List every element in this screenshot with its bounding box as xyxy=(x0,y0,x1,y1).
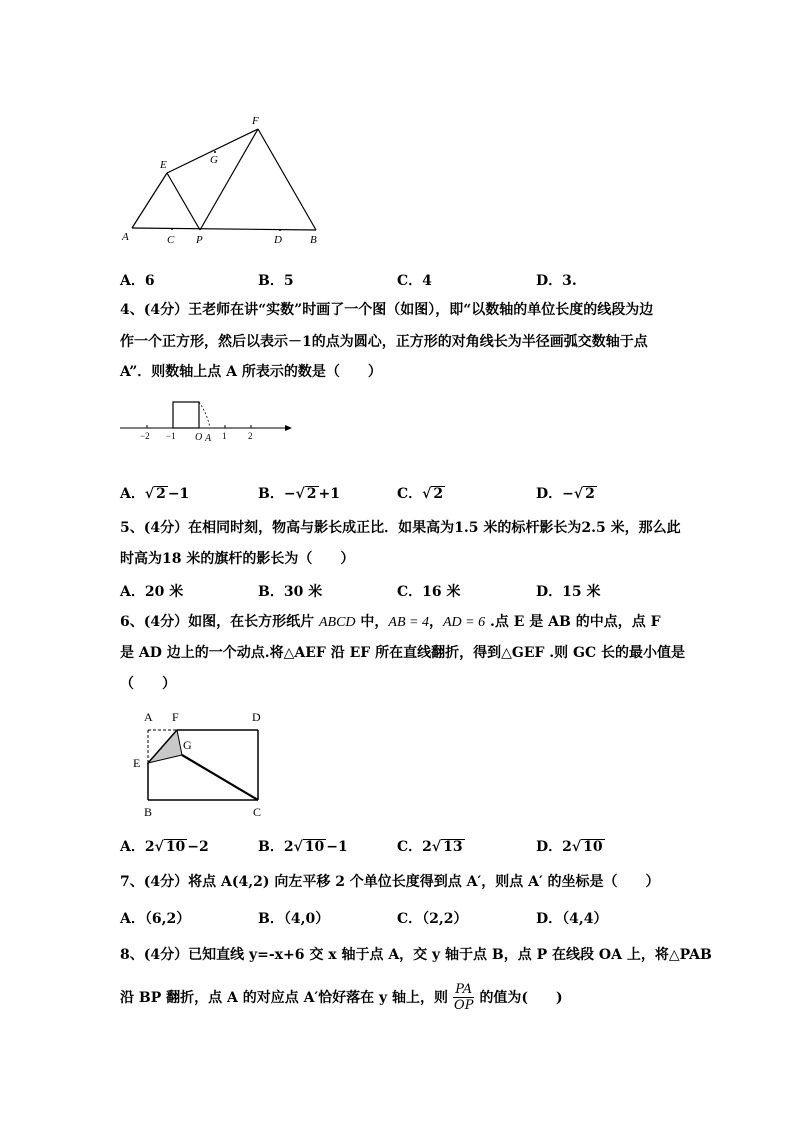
q4-line-2: 作一个正方形，然后以表示－1的点为圆心，正方形的对角线长为半径画弧交数轴于点 xyxy=(120,334,648,350)
axis-label-neg1: −1 xyxy=(166,431,176,441)
fig6-label-C: C xyxy=(253,805,262,819)
q7-option-d[interactable]: D．（4,4） xyxy=(536,911,608,927)
q7-option-c[interactable]: C．（2,2） xyxy=(397,911,468,927)
q7-option-a[interactable]: A．（6,2） xyxy=(120,911,191,927)
axis-label-O: O xyxy=(195,432,203,443)
label-C: C xyxy=(167,234,175,246)
q6-option-c[interactable]: C．2√ 13 xyxy=(397,839,463,855)
q7-line: 7、(4分）将点 A(4,2) 向左平移 2 个单位长度得到点 A′，则点 A′ 的坐标是（ ） xyxy=(120,874,660,890)
label-D: D xyxy=(274,234,282,246)
q4-option-d[interactable]: D．−√ 2 xyxy=(536,486,595,502)
q5-option-a[interactable]: A．20 米 xyxy=(120,584,184,600)
q5-option-b[interactable]: B．30 米 xyxy=(258,584,323,600)
fig6-label-E: E xyxy=(133,756,141,770)
label-G: G xyxy=(210,154,218,166)
q8-line-1: 8、(4分）已知直线 y=-x+6 交 x 轴于点 A，交 y 轴于点 B，点 P 在线段 OA 上，将△PAB xyxy=(120,947,712,963)
q3-option-d[interactable]: D．3. xyxy=(536,273,577,289)
q6-option-a[interactable]: A．2√ 10 −2 xyxy=(120,839,209,855)
label-P: P xyxy=(196,234,203,246)
q5-option-d[interactable]: D．15 米 xyxy=(536,584,601,600)
label-B: B xyxy=(310,234,317,246)
fig6-label-A: A xyxy=(144,710,153,724)
triangle-figure xyxy=(110,110,330,250)
q5-line-1: 5、(4分）在相同时刻，物高与影长成正比．如果高为1.5 米的标杆影长为2.5 米，那么此 xyxy=(120,520,681,536)
label-F: F xyxy=(252,115,259,127)
label-E: E xyxy=(160,159,167,171)
number-line-figure xyxy=(115,395,295,445)
axis-label-neg2: −2 xyxy=(140,431,150,441)
q6-line-2: 是 AD 边上的一个动点.将△AEF 沿 EF 所在直线翻折，得到△GEF .则 GC 长的最小值是 xyxy=(120,645,686,661)
q4-line-3: A”．则数轴上点 A 所表示的数是（ ） xyxy=(120,364,382,380)
q3-option-a[interactable]: A．6 xyxy=(120,273,155,289)
q3-option-b[interactable]: B．5 xyxy=(258,273,294,289)
axis-label-2: 2 xyxy=(248,431,253,441)
q8-line-2: 沿 BP 翻折，点 A 的对应点 A′恰好落在 y 轴上，则 PA OP 的值为( ) xyxy=(120,982,563,1013)
q6-option-d[interactable]: D．2√ 10 xyxy=(536,839,603,855)
fig6-label-D: D xyxy=(252,710,261,724)
q4-option-c[interactable]: C．√ 2 xyxy=(397,486,444,502)
fig6-label-G: G xyxy=(183,738,192,752)
q5-option-c[interactable]: C．16 米 xyxy=(397,584,461,600)
q6-line-3: （ ） xyxy=(120,676,176,692)
fig6-label-B: B xyxy=(144,805,153,819)
q4-option-b[interactable]: B．−√ 2 +1 xyxy=(258,486,341,502)
q6-option-b[interactable]: B．2√ 10 −1 xyxy=(258,839,348,855)
q6-line-1: 6、(4分）如图，在长方形纸片 ABCD 中，AB = 4，AD = 6 .点 E 是 AB 的中点，点 F xyxy=(120,614,661,630)
q4-line-1: 4、(4分）王老师在讲“实数”时画了一个图（如图），即“以数轴的单位长度的线段为边 xyxy=(120,302,654,318)
q7-option-b[interactable]: B．（4,0） xyxy=(258,911,330,927)
axis-label-A: A xyxy=(205,433,212,444)
rectangle-fold-figure xyxy=(130,705,280,823)
label-A: A xyxy=(122,231,129,243)
q5-line-2: 时高为18 米的旗杆的影长为（ ） xyxy=(120,551,355,567)
q4-option-a[interactable]: A．√ 2 −1 xyxy=(120,486,190,502)
fig6-label-F: F xyxy=(172,710,179,724)
fraction-pa-op: PA OP xyxy=(454,982,474,1013)
axis-label-1: 1 xyxy=(222,431,227,441)
q3-option-c[interactable]: C．4 xyxy=(397,273,432,289)
